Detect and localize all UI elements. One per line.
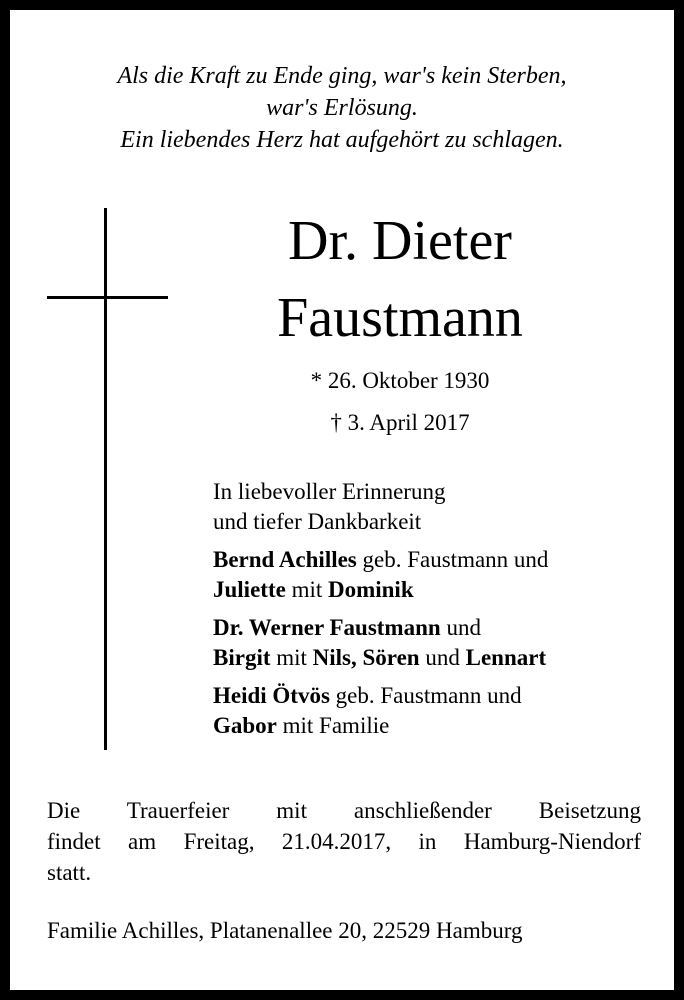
mourner-name: Nils, Sören (312, 645, 420, 670)
mourner-name: Lennart (465, 645, 547, 670)
mourner-name: Juliette (213, 577, 286, 602)
mourners-intro (213, 477, 548, 537)
mourner-group (213, 545, 548, 605)
mourner-name: Birgit (213, 645, 271, 670)
mourner-text: geb. Faustmann und (329, 683, 522, 708)
mourner-text: mit (285, 577, 328, 602)
mourner-group (213, 613, 548, 673)
mourner-group (213, 681, 548, 741)
mourner-text: mit Familie (276, 713, 390, 738)
intro-line: und tiefer Dankbarkeit (213, 509, 422, 534)
mourner-text: mit (270, 645, 313, 670)
service-line: findet am Freitag, 21.04.2017, in Hamburg-Niendorf (47, 829, 641, 854)
intro-line: In liebevoller Erinnerung (213, 479, 446, 504)
family-address: Familie Achilles, Platanenallee 20, 22529 Hamburg (47, 918, 523, 943)
mourner-text: und (440, 615, 481, 640)
funeral-service-notice (47, 795, 641, 888)
service-line: Die Trauerfeier mit anschließender Beisetzung (47, 798, 641, 823)
mourner-text: geb. Faustmann und (356, 547, 549, 572)
deceased-surname: Faustmann (277, 287, 523, 349)
motto-line: Als die Kraft zu Ende ging, war's kein Sterben, (117, 63, 567, 89)
cross-icon (104, 208, 107, 750)
deceased-name: Dr. Dieter (288, 210, 512, 272)
birth-date: * 26. Oktober 1930 (310, 368, 490, 393)
death-date: † 3. April 2017 (330, 410, 470, 435)
mourner-text: und (419, 645, 466, 670)
motto-line: Ein liebendes Herz hat aufgehört zu schlagen. (120, 127, 564, 153)
mourner-name: Heidi Ötvös (213, 683, 330, 708)
mourner-name: Gabor (213, 713, 277, 738)
motto-verse (10, 60, 674, 156)
mourners-block (213, 477, 548, 749)
mourner-name: Bernd Achilles (213, 547, 357, 572)
mourner-name: Dominik (327, 577, 414, 602)
mourner-name: Dr. Werner Faustmann (213, 615, 441, 640)
service-line: statt. (47, 860, 92, 885)
cross-icon-bar (47, 296, 168, 299)
motto-line: war's Erlösung. (266, 95, 418, 121)
